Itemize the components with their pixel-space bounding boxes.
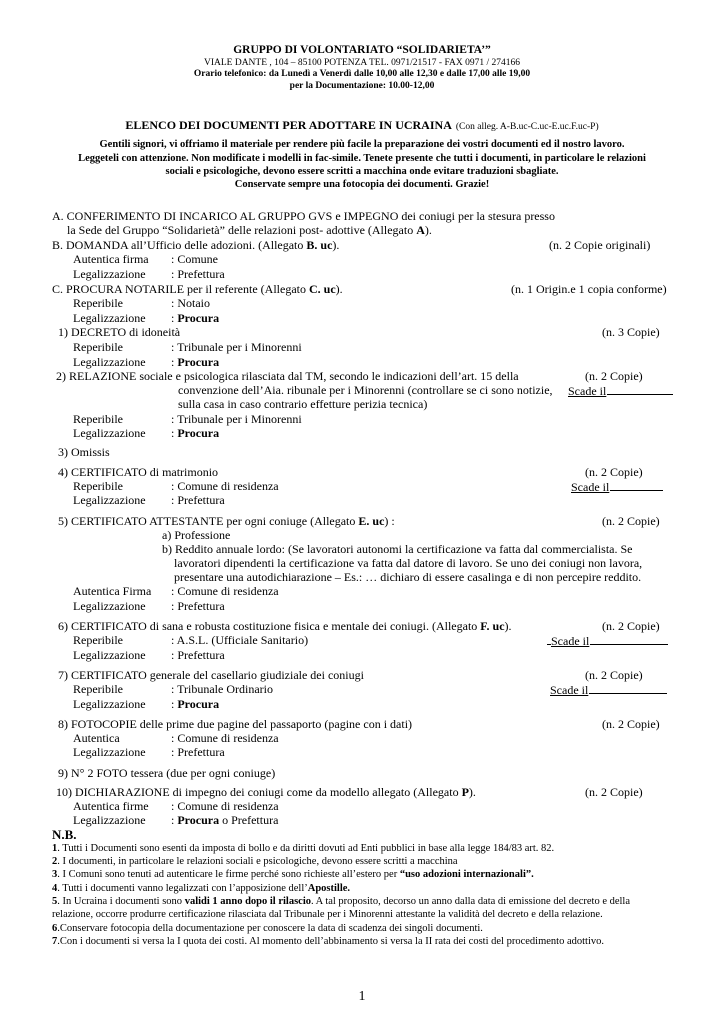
intro-line-3: sociali e psicologiche, devono essere scritti a macchina onde evitare traduzioni sbagliate. [165, 166, 559, 177]
item-6-title: 6) CERTIFICATO di sana e robusta costituzione fisica e mentale dei coniugi. (Allegato F. uc). [58, 619, 512, 633]
item-10-key-2: Legalizzazione [73, 813, 146, 827]
item-5-b-line-2: lavoratori dipendenti la certificazione va fatta dal datore di lavoro. Se uno dei coniugi non lavora, [174, 556, 643, 570]
nb-note-6: 6.Conservare fotocopia della documentazione per conoscere la data di scadenza dei singoli documenti. [52, 923, 483, 934]
org-address: VIALE DANTE , 104 – 85100 POTENZA TEL. 0971/21517 - FAX 0971 / 274166 [203, 58, 521, 68]
item-a-line-1: A. CONFERIMENTO DI INCARICO AL GRUPPO GVS e IMPEGNO dei coniugi per la stesura presso [52, 209, 555, 223]
nb-note-3: 3. I Comuni sono tenuti ad autenticare le firme perché sono richieste all’estero per “uso adozioni internazionali”. [52, 869, 534, 880]
item-4-expiry: Scade il [571, 480, 663, 493]
item-7-copies: (n. 2 Copie) [585, 668, 643, 682]
item-10-value-1: : Comune di residenza [171, 799, 279, 813]
item-2-key-2: Legalizzazione [73, 426, 146, 440]
item-b-value-2: : Prefettura [171, 267, 225, 281]
item-1-title: 1) DECRETO di idoneità [58, 325, 181, 339]
item-c-copies: (n. 1 Origin.e 1 copia conforme) [511, 282, 667, 296]
title-annex: (Con alleg. A-B.uc-C.uc-E.uc.F.uc-P) [455, 122, 599, 132]
item-7-value-2: : Procura [171, 697, 220, 711]
page-number: 1 [358, 989, 366, 1004]
item-4-copies: (n. 2 Copie) [585, 465, 643, 479]
document-title [0, 117, 724, 133]
item-6-copies: (n. 2 Copie) [602, 619, 660, 633]
item-1-copies: (n. 3 Copie) [602, 325, 660, 339]
item-6-key-1: Reperibile [73, 633, 123, 647]
nb-note-5: 5. In Ucraina i documenti sono validi 1 anno dopo il rilascio. A tal proposito, decorso un anno dalla data di emissione del decreto e della [52, 896, 631, 907]
item-6-key-2: Legalizzazione [73, 648, 146, 662]
item-1-key-2: Legalizzazione [73, 355, 146, 369]
item-4-value-1: : Comune di residenza [171, 479, 279, 493]
documentation-hours: per la Documentazione: 10.00-12,00 [289, 81, 435, 91]
item-2-value-1: : Tribunale per i Minorenni [171, 412, 302, 426]
item-5-value-2: : Prefettura [171, 599, 225, 613]
intro-line-1: Gentili signori, vi offriamo il materiale per rendere più facile la preparazione dei vostri documenti ed il nostro lavoro. [99, 139, 625, 150]
item-b-key-2: Legalizzazione [73, 267, 146, 281]
item-4-key-2: Legalizzazione [73, 493, 146, 507]
nb-note-5-cont: relazione, occorre produrre certificazione rilasciata dal Tribunale per i Minorenni attestante la validità del decreto e della relazione. [52, 909, 603, 920]
item-1-value-1: : Tribunale per i Minorenni [171, 340, 302, 354]
item-7-value-1: : Tribunale Ordinario [171, 682, 273, 696]
item-8-title: 8) FOTOCOPIE delle prime due pagine del passaporto (pagine con i dati) [58, 717, 413, 731]
phone-hours: Orario telefonico: da Lunedì a Venerdì dalle 10,00 alle 12,30 e dalle 17,00 alle 19,00 [193, 69, 531, 79]
item-2-line-1: 2) RELAZIONE sociale e psicologica rilasciata dal TM, secondo le indicazioni dell’art. 15 della [56, 369, 519, 383]
item-8-key-2: Legalizzazione [73, 745, 146, 759]
item-b-value-1: : Comune [171, 252, 218, 266]
item-2-value-2: : Procura [171, 426, 220, 440]
item-c-title: C. PROCURA NOTARILE per il referente (Allegato C. uc). [52, 282, 343, 296]
item-2-expiry: Scade il [568, 384, 673, 397]
item-7-key-1: Reperibile [73, 682, 123, 696]
item-4-key-1: Reperibile [73, 479, 123, 493]
title-main: ELENCO DEI DOCUMENTI PER ADOTTARE IN UCRAINA [125, 118, 452, 132]
item-a-line-2: la Sede del Gruppo “Solidarietà” delle relazioni post- adottive (Allegato A). [67, 223, 432, 237]
item-6-value-1: : A.S.L. (Ufficiale Sanitario) [171, 633, 309, 647]
item-c-value-1: : Notaio [171, 296, 210, 310]
item-c-key-1: Reperibile [73, 296, 123, 310]
item-2-copies: (n. 2 Copie) [585, 369, 643, 383]
item-7-expiry: Scade il [550, 683, 667, 696]
item-c-key-2: Legalizzazione [73, 311, 146, 325]
item-5-copies: (n. 2 Copie) [602, 514, 660, 528]
item-2-line-2: convenzione dell’Aia. ribunale per i Minorenni (controllare se ci sono notizie, [178, 383, 553, 397]
item-2-key-1: Reperibile [73, 412, 123, 426]
intro-line-4: Conservate sempre una fotocopia dei documenti. Grazie! [234, 179, 490, 190]
item-3: 3) Omissis [58, 445, 110, 459]
item-b-title: B. DOMANDA all’Ufficio delle adozioni. (Allegato B. uc). [52, 238, 340, 252]
nb-note-2: 2. I documenti, in particolare le relazioni sociali e psicologiche, devono essere scritti a macchina [52, 856, 458, 867]
item-10-key-1: Autentica firme [73, 799, 149, 813]
item-1-key-1: Reperibile [73, 340, 123, 354]
item-10-copies: (n. 2 Copie) [585, 785, 643, 799]
item-c-value-2: : Procura [171, 311, 220, 325]
item-4-title: 4) CERTIFICATO di matrimonio [58, 465, 219, 479]
item-4-value-2: : Prefettura [171, 493, 225, 507]
nb-note-7: 7.Con i documenti si versa la I quota dei costi. Al momento dell’abbinamento si versa la II rata dei costi del procedimento adottivo. [52, 936, 604, 947]
item-8-value-1: : Comune di residenza [171, 731, 279, 745]
item-10-value-2: : Procura o Prefettura [171, 813, 279, 827]
item-5-b-line-1: b) Reddito annuale lordo: (Se lavoratori autonomi la certificazione va fatta dal commercialista. Se [162, 542, 633, 556]
item-5-title: 5) CERTIFICATO ATTESTANTE per ogni coniuge (Allegato E. uc) : [58, 514, 395, 528]
item-8-key-1: Autentica [73, 731, 120, 745]
item-5-b-line-3: presentare una autodichiarazione – Es.: … dichiaro di essere casalinga e di non percepire reddito. [174, 570, 642, 584]
item-8-copies: (n. 2 Copie) [602, 717, 660, 731]
item-5-value-1: : Comune di residenza [171, 584, 279, 598]
item-5-key-1: Autentica Firma [73, 584, 152, 598]
item-b-key-1: Autentica firma [73, 252, 149, 266]
item-b-copies: (n. 2 Copie originali) [549, 238, 651, 252]
item-2-line-3: sulla casa in caso contrario effetture perizia tecnica) [178, 397, 428, 411]
org-name: GRUPPO DI VOLONTARIATO “SOLIDARIETA’” [233, 44, 491, 56]
item-10-title: 10) DICHIARAZIONE di impegno dei coniugi come da modello allegato (Allegato P). [56, 785, 476, 799]
item-5-key-2: Legalizzazione [73, 599, 146, 613]
item-8-value-2: : Prefettura [171, 745, 225, 759]
item-6-expiry: Scade il [546, 634, 668, 647]
item-9: 9) N° 2 FOTO tessera (due per ogni coniuge) [58, 766, 276, 780]
item-1-value-2: : Procura [171, 355, 220, 369]
nb-note-1: 1. Tutti i Documenti sono esenti da imposta di bollo e da diritti dovuti ad Enti pubblici in base alla legge 184/83 art. 82. [52, 843, 555, 854]
item-7-key-2: Legalizzazione [73, 697, 146, 711]
nb-heading: N.B. [52, 827, 77, 842]
nb-note-4: 4. Tutti i documenti vanno legalizzati con l’apposizione dell’Apostille. [52, 883, 351, 894]
intro-line-2: Leggeteli con attenzione. Non modificate i modelli in fac-simile. Tenete presente che tutti i documenti, in particolare le relazioni [78, 153, 646, 164]
item-7-title: 7) CERTIFICATO generale del casellario giudiziale dei coniugi [58, 668, 364, 682]
item-6-value-2: : Prefettura [171, 648, 225, 662]
item-5-a: a) Professione [162, 528, 231, 542]
